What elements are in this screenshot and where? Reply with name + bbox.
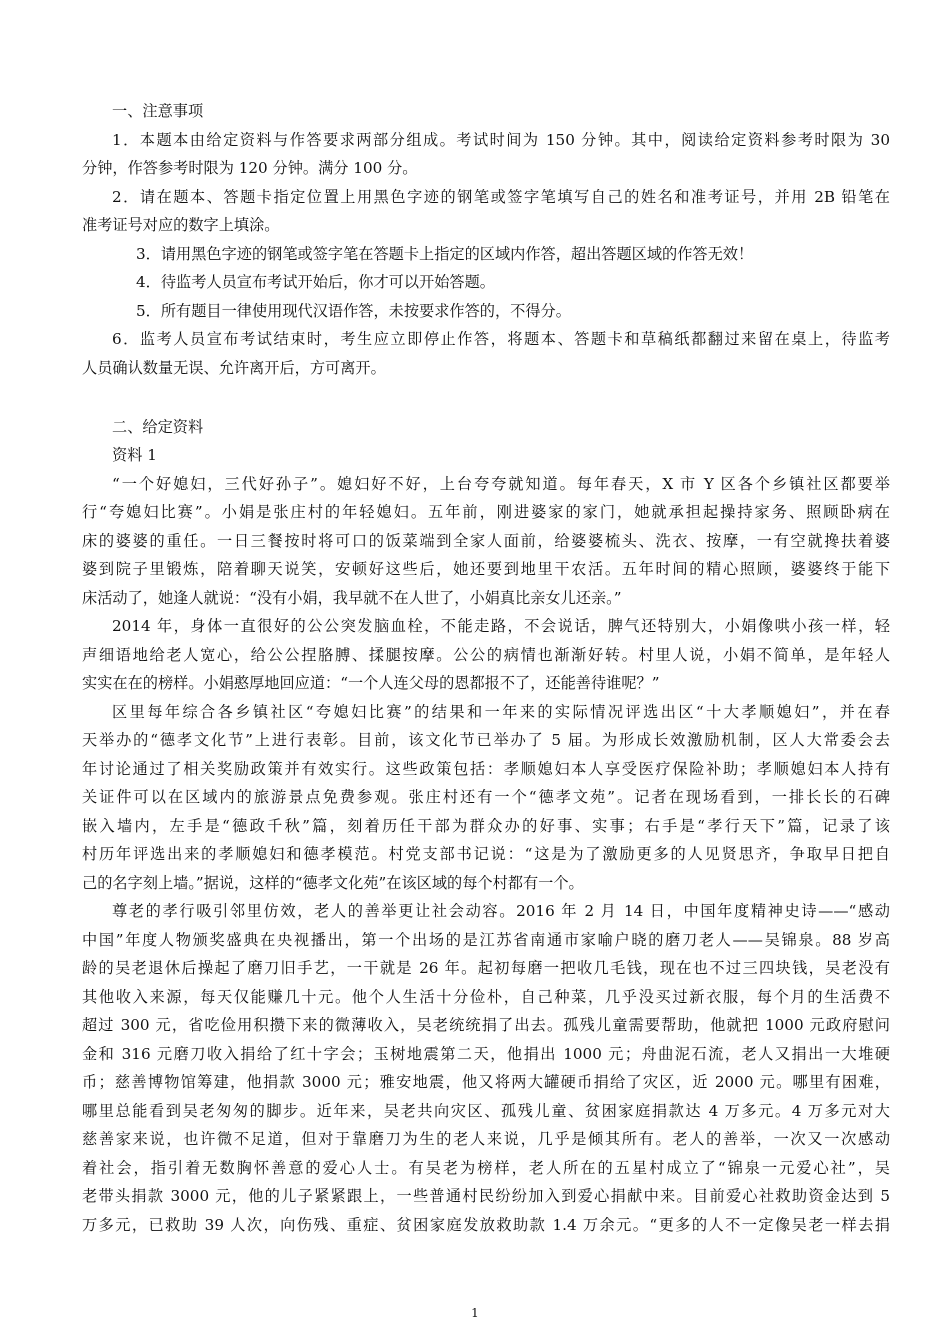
material-line: 老带头捐款 3000 元，他的儿子紧紧跟上，一些普通村民纷纷加入到爱心捐献中来。目前爱心社救助资金达到 5 xyxy=(82,1187,890,1205)
notes-line: 2．请在题本、答题卡指定位置上用黑色字迹的钢笔或签字笔填写自己的姓名和准考证号，并用 2B 铅笔在 xyxy=(112,188,890,206)
material-line: 中国”年度人物颁奖盛典在央视播出，第一个出场的是江苏省南通市家喻户晓的磨刀老人——吴锦泉。88 岁高 xyxy=(82,931,890,949)
material-line: 慈善家来说，也许微不足道，但对于靠磨刀为生的老人来说，几乎是倾其所有。老人的善举，一次又一次感动 xyxy=(82,1130,890,1148)
notes-line: 人员确认数量无误、允许离开后，方可离开。 xyxy=(82,359,386,377)
material-line: 万多元，已救助 39 人次，向伤残、重症、贫困家庭发放救助款 1.4 万余元。“更多的人不一定像吴老一样去捐 xyxy=(82,1216,890,1234)
material-line: 超过 300 元，省吃俭用积攒下来的微薄收入，吴老统统捐了出去。孤残儿童需要帮助，他就把 1000 元政府慰问 xyxy=(82,1016,890,1034)
notes-line: 分钟，作答参考时限为 120 分钟。满分 100 分。 xyxy=(82,159,418,177)
material-line: 床的婆婆的重任。一日三餐按时将可口的饭菜端到全家人面前，给婆婆梳头、洗衣、按摩，一有空就搀扶着婆 xyxy=(82,532,890,550)
notes-line: 4．待监考人员宣布考试开始后，你才可以开始答题。 xyxy=(136,273,495,291)
material-line: 村历年评选出来的孝顺媳妇和德孝模范。村党支部书记说：“这是为了激励更多的人见贤思齐，争取早日把自 xyxy=(82,845,890,863)
material-line: 哪里总能看到吴老匆匆的脚步。近年来，吴老共向灾区、孤残儿童、贫困家庭捐款达 4 万多元。4 万多元对大 xyxy=(82,1102,890,1120)
material-line: 关证件可以在区域内的旅游景点免费参观。张庄村还有一个“德孝文苑”。记者在现场看到，一排长长的石碑 xyxy=(82,788,890,806)
notes-line: 5．所有题目一律使用现代汉语作答，未按要求作答的，不得分。 xyxy=(136,302,571,320)
material-line: 龄的吴老退休后操起了磨刀旧手艺，一干就是 26 年。起初每磨一把收几毛钱，现在也不过三四块钱，吴老没有 xyxy=(82,959,890,977)
material-line: 2014 年，身体一直很好的公公突发脑血栓，不能走路，不会说话，脾气还特别大，小娟像哄小孩一样，轻 xyxy=(112,617,890,635)
material-line: 年讨论通过了相关奖励政策并有效实行。这些政策包括：孝顺媳妇本人享受医疗保险补助；孝顺媳妇本人持有 xyxy=(82,760,890,778)
section-heading-materials: 二、给定资料 xyxy=(112,418,204,436)
material-line: 声细语地给老人宽心，给公公捏胳膊、揉腿按摩。公公的病情也渐渐好转。村里人说，小娟不简单，是年轻人 xyxy=(82,646,890,664)
material-line: 天举办的“德孝文化节”上进行表彰。目前，该文化节已举办了 5 届。为形成长效激励机制，区人大常委会去 xyxy=(82,731,890,749)
material-line: “一个好媳妇，三代好孙子”。媳妇好不好，上台夸夸就知道。每年春天，X 市 Y 区各个乡镇社区都要举 xyxy=(112,475,890,493)
material-line: 尊老的孝行吸引邻里仿效，老人的善举更让社会动容。2016 年 2 月 14 日，中国年度精神史诗——“感动 xyxy=(112,902,890,920)
material-line: 金和 316 元磨刀收入捐给了红十字会；玉树地震第二天，他捐出 1000 元；舟曲泥石流，老人又捐出一大堆硬 xyxy=(82,1045,890,1063)
material-subheading: 资料 1 xyxy=(112,446,157,464)
material-line: 己的名字刻上墙。”据说，这样的“德孝文化苑”在该区域的每个村都有一个。 xyxy=(82,874,584,892)
material-line: 币；慈善博物馆筹建，他捐款 3000 元；雅安地震，他又将两大罐硬币捐给了灾区，近 2000 元。哪里有困难， xyxy=(82,1073,890,1091)
notes-line: 6．监考人员宣布考试结束时，考生应立即停止作答，将题本、答题卡和草稿纸都翻过来留在桌上，待监考 xyxy=(112,330,890,348)
material-line: 床活动了，她逢人就说：“没有小娟，我早就不在人世了，小娟真比亲女儿还亲。” xyxy=(82,589,622,607)
material-line: 行“夸媳妇比赛”。小娟是张庄村的年轻媳妇。五年前，刚进婆家的家门，她就承担起操持家务、照顾卧病在 xyxy=(82,503,890,521)
material-line: 其他收入来源，每天仅能赚几十元。他个人生活十分俭朴，自己种菜，几乎没买过新衣服，每个月的生活费不 xyxy=(82,988,890,1006)
notes-line: 1．本题本由给定资料与作答要求两部分组成。考试时间为 150 分钟。其中，阅读给定资料参考时限为 30 xyxy=(112,131,890,149)
material-line: 嵌入墙内，左手是“德政千秋”篇，刻着历任干部为群众办的好事、实事；右手是“孝行天下”篇，记录了该 xyxy=(82,817,890,835)
page-number: 1 xyxy=(471,1306,479,1320)
material-line: 着社会，指引着无数胸怀善意的爱心人士。有吴老为榜样，老人所在的五星村成立了“锦泉一元爱心社”，吴 xyxy=(82,1159,890,1177)
material-line: 实实在在的榜样。小娟憨厚地回应道：“一个人连父母的恩都报不了，还能善待谁呢？” xyxy=(82,674,660,692)
material-line: 婆到院子里锻炼，陪着聊天说笑，安顿好这些后，她还要到地里干农活。五年时间的精心照顾，婆婆终于能下 xyxy=(82,560,890,578)
material-line: 区里每年综合各乡镇社区“夸媳妇比赛”的结果和一年来的实际情况评选出区“十大孝顺媳妇”，并在春 xyxy=(112,703,890,721)
notes-line: 3．请用黑色字迹的钢笔或签字笔在答题卡上指定的区域内作答，超出答题区域的作答无效！ xyxy=(136,245,754,263)
section-heading-notes: 一、注意事项 xyxy=(112,102,204,120)
notes-line: 准考证号对应的数字上填涂。 xyxy=(82,216,280,234)
